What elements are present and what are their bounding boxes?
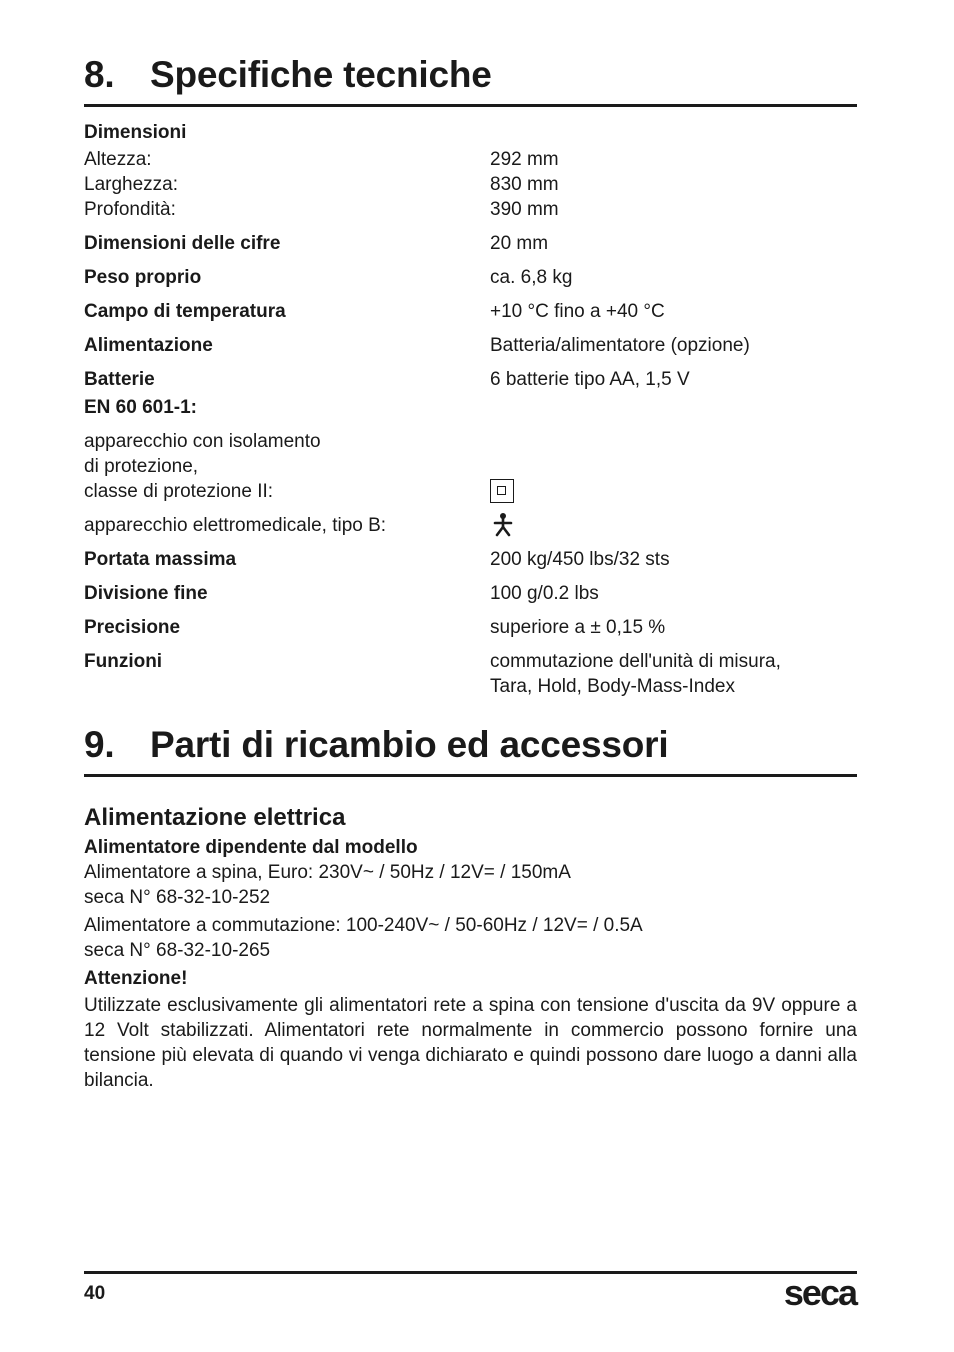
section-9-title: Parti di ricambio ed accessori: [150, 724, 669, 765]
accessory-line: Alimentatore a spina, Euro: 230V~ / 50Hz / 12V= / 150mA: [84, 862, 571, 883]
section-9-number: 9.: [84, 724, 115, 765]
spec-label: Funzioni: [84, 651, 163, 672]
dimensioni-label: Dimensioni: [84, 122, 187, 143]
section-8-number: 8.: [84, 54, 115, 95]
spec-label: Dimensioni delle cifre: [84, 233, 281, 254]
profondita-value: 390 mm: [490, 199, 559, 220]
class2-text-line: di protezione,: [84, 456, 199, 477]
footer-rule: [84, 1271, 857, 1274]
larghezza-value: 830 mm: [490, 174, 559, 195]
spec-label: Peso proprio: [84, 267, 202, 288]
spec-value: +10 °C fino a +40 °C: [490, 301, 665, 322]
spec-label: Batterie: [84, 369, 155, 390]
type-b-text: apparecchio elettromedicale, tipo B:: [84, 515, 387, 536]
subsection-title: Alimentazione elettrica: [84, 804, 346, 831]
spec-label: Campo di temperatura: [84, 301, 286, 322]
spec-label: Portata massima: [84, 549, 237, 570]
type-b-person-icon: [492, 512, 514, 538]
larghezza-label: Larghezza:: [84, 174, 179, 195]
class2-text-line: apparecchio con isolamento: [84, 431, 321, 452]
page-number: 40: [84, 1283, 106, 1304]
section-9-rule: [84, 774, 857, 777]
section-8-heading: [84, 54, 492, 96]
seca-logo: seca: [783, 1272, 856, 1313]
spec-value: 6 batterie tipo AA, 1,5 V: [490, 369, 690, 390]
spec-value: superiore a ± 0,15 %: [490, 617, 666, 638]
section-8-title: Specifiche tecniche: [150, 54, 492, 95]
profondita-label: Profondità:: [84, 199, 176, 220]
accessory-line: seca N° 68-32-10-265: [84, 940, 271, 961]
spec-value: Batteria/alimentatore (opzione): [490, 335, 750, 356]
spec-value-line: Tara, Hold, Body-Mass-Index: [490, 676, 735, 697]
section-9-heading: [84, 724, 668, 766]
subsection-label: Alimentatore dipendente dal modello: [84, 837, 418, 858]
accessory-line: seca N° 68-32-10-252: [84, 887, 271, 908]
warning-label: Attenzione!: [84, 968, 188, 989]
spec-label: Precisione: [84, 617, 181, 638]
spec-value: 20 mm: [490, 233, 549, 254]
double-square-icon: [490, 479, 514, 503]
class2-text-line: classe di protezione II:: [84, 481, 274, 502]
en-standard-label: EN 60 601-1:: [84, 397, 198, 418]
spec-value: 200 kg/450 lbs/32 sts: [490, 549, 670, 570]
spec-value-line: commutazione dell'unità di misura,: [490, 651, 781, 672]
altezza-value: 292 mm: [490, 149, 559, 170]
altezza-label: Altezza:: [84, 149, 152, 170]
accessory-line: Alimentatore a commutazione: 100-240V~ / 50-60Hz / 12V= / 0.5A: [84, 915, 643, 936]
spec-value: ca. 6,8 kg: [490, 267, 573, 288]
warning-text: Utilizzate esclusivamente gli alimentatori rete a spina con tensione d'uscita da 9V oppure a 12 Volt stabilizzati. Alimentatori rete normalmente in commercio possono fornire una tensione più elevata di quando vi venga dichiarato e quindi possono dare luogo a danni alla bilancia.: [84, 995, 857, 1091]
spec-label: Alimentazione: [84, 335, 213, 356]
spec-value: 100 g/0.2 lbs: [490, 583, 599, 604]
section-8-rule: [84, 104, 857, 107]
spec-label: Divisione fine: [84, 583, 208, 604]
